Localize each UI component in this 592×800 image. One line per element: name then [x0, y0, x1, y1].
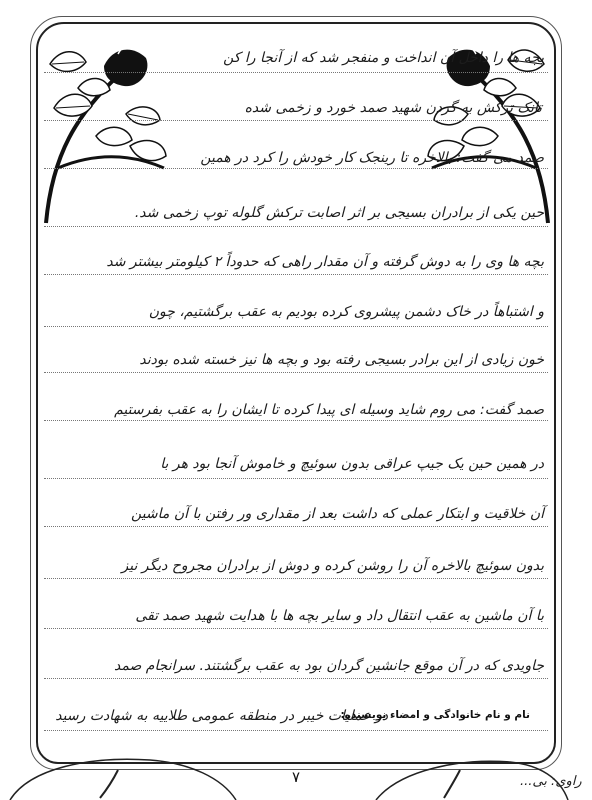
ruled-line: [44, 628, 548, 629]
ruled-line: [44, 72, 548, 73]
ruled-line: [44, 120, 548, 121]
bottom-ornament-left-icon: [0, 748, 240, 800]
text-line: بدون سوئیچ بالاخره آن را روشن کرده و دوش از برادران مجروح دیگر نیز: [121, 558, 544, 574]
ruled-line: [44, 678, 548, 679]
text-line: در همین حین یک جیپ عراقی بدون سوئیچ و خاموش آنجا بود هر با: [160, 456, 544, 472]
ruled-line: [44, 226, 548, 227]
ruled-line: [44, 578, 548, 579]
ruled-line: [44, 730, 548, 731]
text-line: تانک ترکش به گردن شهید صمد خورد و زخمی شده: [244, 100, 542, 116]
ruled-line: [44, 478, 548, 479]
ruled-line: [44, 168, 548, 169]
text-line: بچه ها را داخل آن انداخت و منفجر شد که از آنجا را کن: [223, 50, 544, 66]
text-line: خون زیادی از این برادر بسیجی رفته بود و بچه ها نیز خسته شده بودند: [139, 352, 544, 368]
flower-ornament-left-icon: [34, 18, 184, 228]
text-line: آن خلاقیت و ابتکار عملی که داشت بعد از مقداری ور رفتن با آن ماشین: [131, 506, 544, 522]
ruled-line: [44, 526, 548, 527]
narrator-label: راوی: بی...: [520, 774, 582, 789]
text-line: صمد می گفت: بالاخره تا رینجک کار خودش را کرد در همین: [200, 150, 544, 166]
text-line: با آن ماشین به عقب انتقال داد و سایر بچه ها با هدایت شهید صمد تقی: [135, 608, 544, 624]
text-line: حین یکی از برادران بسیجی بر اثر اصابت ترکش گلوله توپ زخمی شد.: [134, 205, 544, 221]
ruled-line: [44, 274, 548, 275]
text-line: بچه ها وی را به دوش گرفته و آن مقدار راهی که حدوداً ۲ کیلومتر بیشتر شد: [106, 254, 544, 270]
text-line: صمد گفت: می روم شاید وسیله ای پیدا کرده تا ایشان را به عقب بفرستیم: [114, 402, 544, 418]
text-line: و اشتباهاً در خاک دشمن پیشروی کرده بودیم به عقب برگشتیم، چون: [148, 304, 544, 320]
author-signature-label: نام و نام خانوادگی و امضاء نویسنده:: [340, 709, 530, 721]
ruled-line: [44, 372, 548, 373]
ruled-line: [44, 326, 548, 327]
text-line: در عملیات خیبر در منطقه عمومی طلاییه به شهادت رسید: [55, 708, 388, 724]
page-number: ۷: [291, 768, 301, 786]
ruled-line: [44, 420, 548, 421]
text-line: جاویدی که در آن موقع جانشین گردان بود به عقب برگشتند. سرانجام صمد: [114, 658, 544, 674]
